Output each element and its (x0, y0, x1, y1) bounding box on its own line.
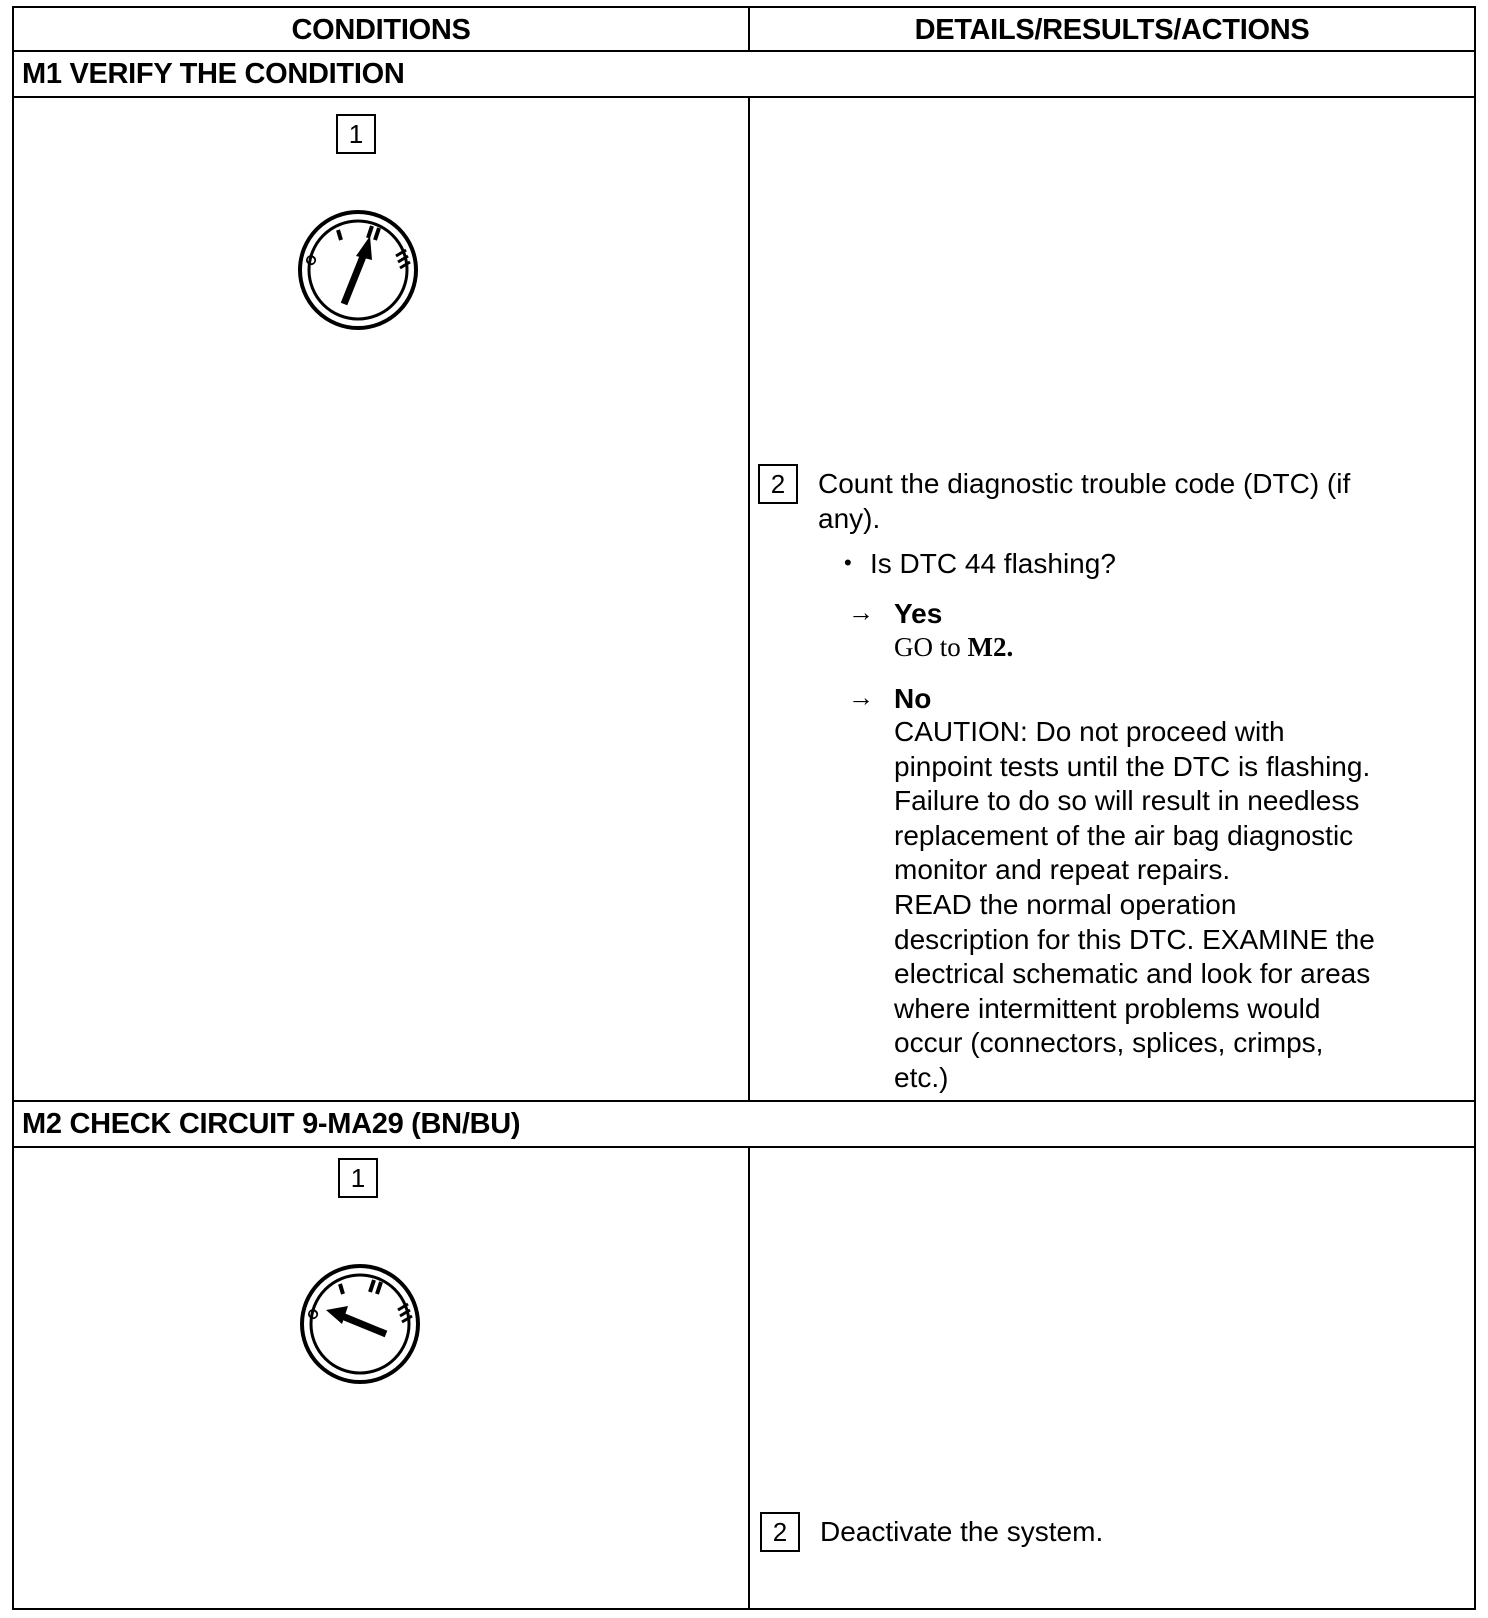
question: Is DTC 44 flashing? (870, 548, 1116, 579)
yes-action-prefix: GO to (894, 632, 968, 662)
no-action-line: Failure to do so will result in needless (894, 785, 1360, 817)
no-action-line: READ the normal operation (894, 888, 1237, 920)
step-number-box (338, 1158, 378, 1198)
column-header-details: DETAILS/RESULTS/ACTIONS (914, 13, 1310, 46)
no-action-line: electrical schematic and look for areas (894, 958, 1371, 990)
svg-text:O: O (303, 1305, 323, 1323)
yes-label: Yes (894, 598, 943, 629)
step-number: 1 (350, 1162, 366, 1193)
no-action-line: where intermittent problems would (894, 992, 1321, 1024)
step-instruction (818, 466, 1458, 536)
step-number: 2 (772, 1516, 788, 1547)
no-action-line: CAUTION: Do not proceed with (894, 716, 1285, 747)
arrow-right-icon: → (848, 682, 874, 712)
step-instruction-line: Count the diagnostic trouble code (DTC) (if (818, 468, 1351, 499)
diagnostic-table (12, 6, 1476, 1610)
column-divider (748, 8, 750, 52)
no-action-text (894, 715, 1464, 1096)
no-action-line: occur (connectors, splices, crimps, (894, 1027, 1324, 1059)
step-number: 2 (770, 468, 786, 499)
step-number-box (758, 464, 798, 504)
step-number: 1 (348, 118, 364, 149)
yes-action-target: M2. (967, 632, 1014, 662)
no-action-line: replacement of the air bag diagnostic (894, 819, 1354, 851)
step-instruction-line: any). (818, 503, 881, 534)
ignition-switch-position-0-icon (298, 1262, 422, 1386)
no-label: No (894, 683, 932, 714)
svg-text:O: O (301, 251, 321, 269)
ignition-switch-position-II-icon (296, 208, 420, 332)
no-action-line: description for this DTC. EXAMINE the (894, 923, 1375, 955)
bullet-icon: • (844, 550, 852, 575)
arrow-right-icon: → (848, 597, 874, 627)
column-divider (748, 1146, 750, 1610)
no-action-line: etc.) (894, 1061, 949, 1093)
section-title-m2: M2 CHECK CIRCUIT 9-MA29 (BN/BU) (22, 1107, 521, 1140)
divider (14, 1146, 1474, 1148)
step-number-box (760, 1512, 800, 1552)
step-instruction: Deactivate the system. (820, 1516, 1104, 1547)
yes-action (894, 630, 1013, 665)
step-number-box (336, 114, 376, 154)
column-divider (748, 96, 750, 1102)
divider (14, 96, 1474, 98)
column-header-conditions: CONDITIONS (291, 13, 471, 46)
section-title-m1: M1 VERIFY THE CONDITION (22, 57, 405, 90)
no-action-line: pinpoint tests until the DTC is flashing. (894, 750, 1371, 782)
no-action-line: monitor and repeat repairs. (894, 854, 1231, 886)
